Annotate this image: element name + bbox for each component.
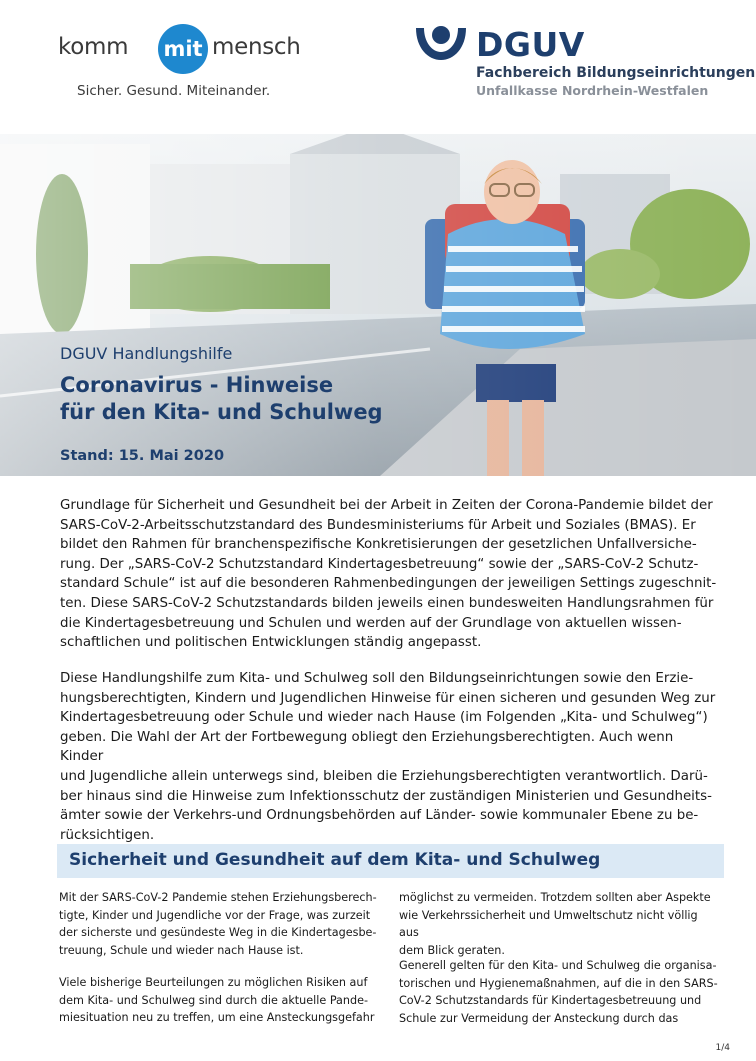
hero-banner xyxy=(0,134,756,476)
kommmitmensch-tagline: Sicher. Gesund. Miteinander. xyxy=(77,83,271,99)
logo-circle-mit: mit xyxy=(158,24,208,74)
kommmitmensch-logo xyxy=(58,24,318,76)
intro-paragraph-2: Diese Handlungshilfe zum Kita- und Schulweg soll den Bildungseinrichtungen sowie den Erzie- hungsberechtigten, Kindern und Jugendlichen Hinweise für einen sicheren und gesunden Weg zur Kindertagesbetreuung oder Schule und wieder nach Hause (im Folgenden „Kita- und Schulweg“) geben. Die Wahl der Art der Fortbewegung obliegt den Erziehungsberechtigten. Auch wenn Kinder und Jugendliche allein unterwegs sind, bleiben die Erziehungsberechtigten verantwortlich. Darü- ber hinaus sind die Hinweise zum Infektionsschutz der zuständigen Ministerien und Gesundheits- ämter sowie der Verkehrs-und Ordnungsbehörden auf Länder- sowie kommunaler Ebene zu be- rücksichtigen. xyxy=(60,671,716,843)
page-title: Coronavirus - Hinweise für den Kita- und Schulweg xyxy=(60,373,383,424)
document-date: Stand: 15. Mai 2020 xyxy=(60,448,225,464)
logo-word-mensch: mensch xyxy=(212,34,301,60)
dguv-logo-text: DGUV xyxy=(476,25,585,64)
dguv-emblem-icon xyxy=(414,24,468,64)
intro-paragraph-1: Grundlage für Sicherheit und Gesundheit bei der Arbeit in Zeiten der Corona-Pandemie bildet der SARS-CoV-2-Arbeitsschutzstandard des Bundesministeriums für Arbeit und Soziales (BMAS). Er bildet den Rahmen für branchenspezifische Konkretisierungen der gesetzlichen Unfallversiche- rung. Der „SARS-CoV-2 Schutzstandard Kindertagesbetreuung“ sowie der „SARS-CoV-2 Schutz- standard Schule“ ist auf die besonderen Rahmenbedingungen der jeweiligen Settings zugeschnit- ten. Diese SARS-CoV-2 Schutzstandards bilden jeweils einen bundesweiten Handlungsrahmen für die Kindertagesbetreuung und Schulen und werden auf der Grundlage von aktuellen wissen- schaftlichen und politischen Entwicklungen ständig angepasst. xyxy=(60,498,717,651)
logo-word-komm: komm xyxy=(58,34,129,60)
dguv-subtitle-2: Unfallkasse Nordrhein-Westfalen xyxy=(476,83,709,98)
section-heading: Sicherheit und Gesundheit auf dem Kita- und Schulweg xyxy=(69,850,601,870)
column-1-paragraph-1: Mit der SARS-CoV-2 Pandemie stehen Erziehungsberech- tigte, Kinder und Jugendliche vor der Frage, was zurzeit der sicherste und gesündeste Weg in die Kindertagesbe- treuung, Schule und wieder nach Hause ist. xyxy=(59,891,377,957)
column-2-paragraph-1: möglichst zu vermeiden. Trotzdem sollten aber Aspekte wie Verkehrssicherheit und Umweltschutz nicht völlig aus dem Blick geraten. xyxy=(399,891,711,957)
section-heading-bar xyxy=(57,844,724,878)
column-1-paragraph-2: Viele bisherige Beurteilungen zu möglichen Risiken auf dem Kita- und Schulweg sind durch die aktuelle Pande- miesituation neu zu treffen, um eine Ansteckungsgefahr xyxy=(59,976,375,1025)
dguv-subtitle: Fachbereich Bildungseinrichtungen xyxy=(476,65,756,81)
page-number: 1/4 xyxy=(715,1043,730,1053)
column-2-paragraph-2: Generell gelten für den Kita- und Schulweg die organisa- torischen und Hygienemaßnahmen, auf die in den SARS- CoV-2 Schutzstandards für Kindertagesbetreuung und Schule zur Vermeidung der Ansteckung durch das xyxy=(399,959,718,1025)
hero-subtitle: DGUV Handlungshilfe xyxy=(60,344,233,363)
